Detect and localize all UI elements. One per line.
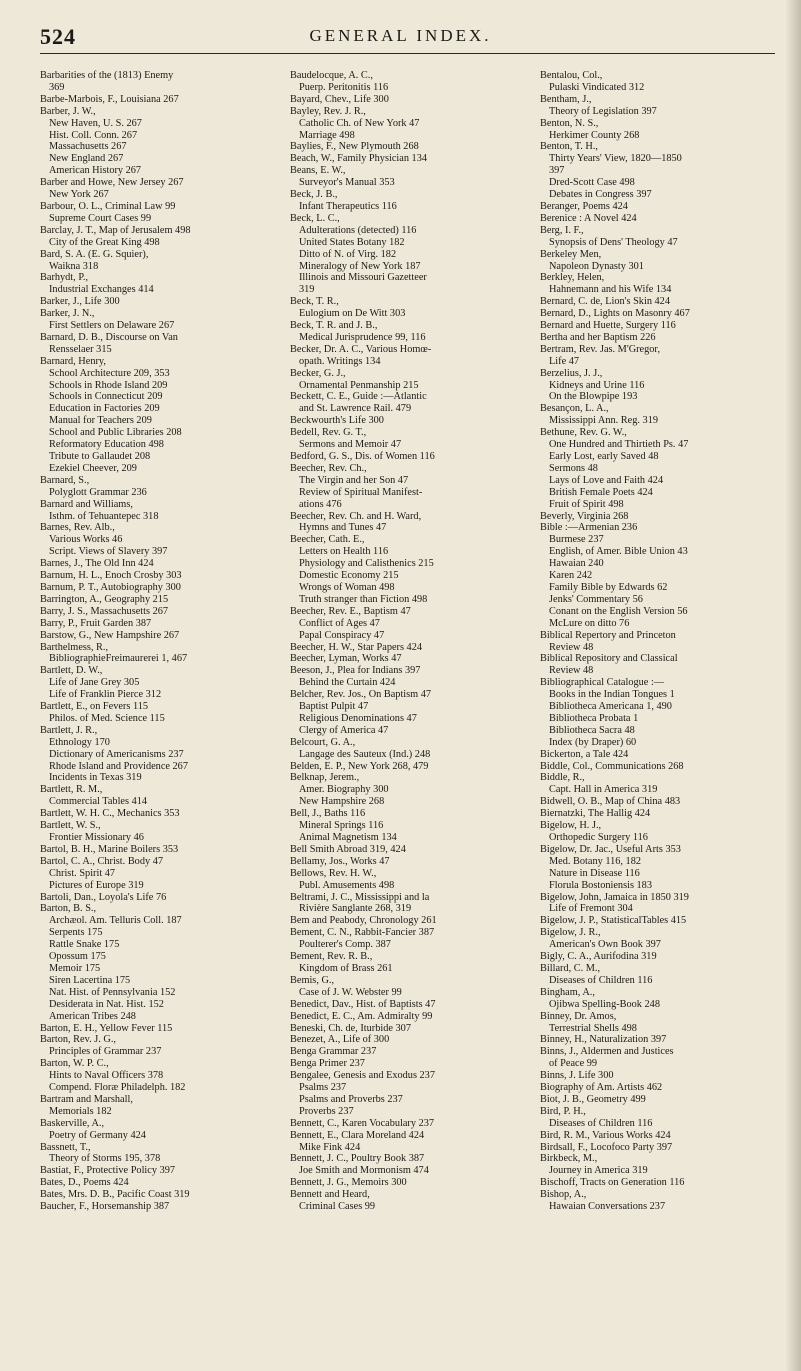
- index-subentry: Mississippi Ann. Reg. 319: [549, 415, 658, 427]
- index-entry: Berzelius, J. J.,: [540, 367, 603, 379]
- index-entry: Biblical Repository and Classical: [540, 653, 678, 665]
- index-subentry: Catholic Ch. of New York 47: [299, 117, 420, 129]
- index-subentry: Kingdom of Brass 261: [299, 962, 393, 974]
- index-subentry: Life of Jane Grey 305: [49, 677, 140, 689]
- index-subentry: Hist. Coll. Conn. 267: [49, 129, 138, 141]
- index-entry: Bickerton, a Tale 424: [540, 748, 629, 760]
- header-rule: [40, 53, 775, 54]
- index-column-1: [40, 70, 278, 1213]
- index-subentry: Archæol. Am. Telluris Coll. 187: [49, 915, 182, 927]
- index-entry: Beck, J. B.,: [290, 189, 338, 201]
- index-entry: Beverly, Virginia 268: [540, 510, 629, 522]
- index-subentry: Life 47: [549, 355, 580, 367]
- page-edge-shadow: [785, 0, 801, 1371]
- index-entry: Bard, S. A. (E. G. Squier),: [40, 248, 149, 260]
- index-subentry: Bibliotheca Americana 1, 490: [549, 701, 672, 713]
- index-entry: Bem and Peabody, Chronology 261: [290, 915, 437, 927]
- index-subentry: BibliographieFreimaurerei 1, 467: [49, 653, 188, 665]
- index-entry: Bartol, C. A., Christ. Body 47: [40, 855, 163, 867]
- index-entry: Bigelow, H. J.,: [540, 820, 602, 832]
- index-subentry: Serpents 175: [49, 927, 103, 939]
- index-entry: Beecher, Lyman, Works 47: [290, 653, 402, 665]
- index-subentry: Script. Views of Slavery 397: [49, 546, 168, 558]
- index-entry: Barrington, A., Geography 215: [40, 593, 169, 605]
- index-subentry: Ornamental Penmanship 215: [299, 379, 419, 391]
- index-entry: Bernard and Huette, Surgery 116: [540, 320, 676, 332]
- index-entry: Binney, H., Naturalization 397: [540, 1034, 667, 1046]
- index-subentry: Napoleon Dynasty 301: [549, 260, 644, 272]
- index-entry: Barbarities of the (1813) Enemy: [40, 70, 174, 81]
- index-subentry: Siren Lacertina 175: [49, 974, 131, 986]
- index-subentry: Ezekiel Cheever, 209: [49, 462, 137, 474]
- index-subentry: Joe Smith and Mormonism 474: [299, 1165, 429, 1177]
- index-entry: Barber, J. W.,: [40, 105, 96, 117]
- index-subentry: Reformatory Education 498: [49, 439, 164, 451]
- index-subentry: One Hundred and Thirtieth Ps. 47: [549, 439, 689, 451]
- index-entry: Bentham, J.,: [540, 93, 592, 105]
- index-subentry: Review 48: [549, 665, 594, 677]
- index-entry: Bernard, D., Lights on Masonry 467: [540, 308, 690, 320]
- index-subentry: Rattle Snake 175: [49, 939, 120, 951]
- index-subentry: Papal Conspiracy 47: [299, 629, 385, 641]
- index-entry: Biernatzki, The Hallig 424: [540, 808, 651, 820]
- index-subentry: Med. Botany 116, 182: [549, 855, 641, 867]
- index-subentry: Publ. Amusements 498: [299, 879, 395, 891]
- index-entry: Biot, J. B., Geometry 499: [540, 1093, 646, 1105]
- index-subentry: Mineralogy of New York 187: [299, 260, 421, 272]
- index-entry: Bentalou, Col.,: [540, 70, 603, 81]
- index-subentry: Journey in America 319: [549, 1165, 648, 1177]
- index-entry: Berkley, Helen,: [540, 272, 605, 284]
- index-entry: Beecher, Cath. E.,: [290, 534, 365, 546]
- index-entry: Barnum, H. L., Enoch Crosby 303: [40, 570, 182, 582]
- index-entry: Belcourt, G. A.,: [290, 736, 356, 748]
- index-subentry: Principles of Grammar 237: [49, 1046, 162, 1058]
- index-entry: Benga Primer 237: [290, 1058, 365, 1070]
- index-subentry: Incidents in Texas 319: [49, 772, 142, 784]
- index-entry: Barbe-Marbois, F., Louisiana 267: [40, 93, 179, 105]
- index-entry: Bibliographical Catalogue :—: [540, 677, 665, 689]
- index-subentry: Marriage 498: [299, 129, 355, 141]
- index-entry: Barker, J., Life 300: [40, 296, 120, 308]
- index-subentry: Langage des Sauteux (Ind.) 248: [299, 748, 431, 760]
- index-entry: Barclay, J. T., Map of Jerusalem 498: [40, 224, 191, 236]
- index-subentry: Hints to Naval Officers 378: [49, 1070, 164, 1082]
- index-subentry: Eulogium on De Witt 303: [299, 308, 406, 320]
- index-subentry: American Tribes 248: [49, 1010, 136, 1022]
- index-subentry: Pulaski Vindicated 312: [549, 81, 645, 93]
- index-subentry: Case of J. W. Webster 99: [299, 986, 402, 998]
- index-entry: Bishop, A.,: [540, 1189, 587, 1201]
- index-entry: Binney, Dr. Amos,: [540, 1010, 617, 1022]
- index-subentry: Criminal Cases 99: [299, 1201, 376, 1213]
- index-entry: Barber and Howe, New Jersey 267: [40, 177, 184, 189]
- index-subentry: Infant Therapeutics 116: [299, 200, 397, 212]
- index-entry: Beeson, J., Plea for Indians 397: [290, 665, 421, 677]
- index-entry: Beans, E. W.,: [290, 165, 346, 177]
- index-subentry: Wrongs of Woman 498: [299, 581, 395, 593]
- index-entry: Barthelmess, R.,: [40, 641, 109, 653]
- index-subentry: Debates in Congress 397: [549, 189, 652, 201]
- index-entry: Berg, I. F.,: [540, 224, 584, 236]
- index-subentry: Christ. Spirit 47: [49, 867, 116, 879]
- index-entry: Bertram, Rev. Jas. M'Gregor,: [540, 343, 661, 355]
- running-head: GENERAL INDEX.: [309, 26, 492, 45]
- index-subentry: Mineral Springs 116: [299, 820, 384, 832]
- index-subentry: Isthm. of Tehuantepec 318: [49, 510, 159, 522]
- index-subentry: Religious Denominations 47: [299, 712, 417, 724]
- index-subentry: Opossum 175: [49, 951, 106, 963]
- index-entry: Bartlett, R. M.,: [40, 784, 103, 796]
- index-entry: Becker, Dr. A. C., Various Homœ-: [290, 343, 432, 355]
- index-entry: Bertha and her Baptism 226: [540, 331, 656, 343]
- index-entry: Beck, L. C.,: [290, 212, 340, 224]
- index-entry: Belknap, Jerem.,: [290, 772, 360, 784]
- index-entry: Benton, T. H.,: [540, 141, 598, 153]
- index-subentry: Hawaian 240: [549, 558, 604, 570]
- index-entry: Benedict, E. C., Am. Admiralty 99: [290, 1010, 433, 1022]
- index-subentry: On the Blowpipe 193: [549, 391, 638, 403]
- index-entry: Beck, T. R. and J. B.,: [290, 320, 378, 332]
- index-subentry: Commercial Tables 414: [49, 796, 148, 808]
- index-entry: Bennett, J. C., Poultry Book 387: [290, 1153, 425, 1165]
- index-subentry: Animal Magnetism 134: [299, 832, 397, 843]
- index-entry: Bigelow, J. P., StatisticalTables 415: [540, 915, 687, 927]
- index-subentry: Compend. Floræ Philadelph. 182: [49, 1082, 186, 1094]
- index-subentry: Education in Factories 209: [49, 403, 160, 415]
- index-subentry: Nat. Hist. of Pennsylvania 152: [49, 986, 176, 998]
- index-entry: Bigelow, Dr. Jac., Useful Arts 353: [540, 843, 681, 855]
- index-entry: Bassnett, T.,: [40, 1141, 91, 1153]
- index-subentry: Adulterations (detected) 116: [299, 224, 417, 236]
- index-subentry: British Female Poets 424: [549, 486, 653, 498]
- index-entry: Beltrami, J. C., Mississippi and la: [290, 891, 430, 903]
- index-entry: Bernard, C. de, Lion's Skin 424: [540, 296, 670, 308]
- index-subentry: Life of Franklin Pierce 312: [49, 689, 162, 701]
- index-entry: Baylies, F., New Plymouth 268: [290, 141, 419, 153]
- index-subentry: Hymns and Tunes 47: [299, 522, 387, 534]
- index-entry: Bartoli, Dan., Loyola's Life 76: [40, 891, 167, 903]
- index-subentry: School and Public Libraries 208: [49, 427, 182, 439]
- index-entry: Beckwourth's Life 300: [290, 415, 384, 427]
- index-subentry: ations 476: [299, 498, 342, 510]
- index-entry: Berkeley Men,: [540, 248, 602, 260]
- index-entry: Bement, C. N., Rabbit-Fancier 387: [290, 927, 435, 939]
- index-subentry: English, of Amer. Bible Union 43: [549, 546, 688, 558]
- index-entry: Beranger, Poems 424: [540, 200, 628, 212]
- index-subentry: Orthopedic Surgery 116: [549, 832, 648, 843]
- index-subentry: United States Botany 182: [299, 236, 405, 248]
- index-subentry: Diseases of Children 116: [549, 974, 653, 986]
- index-subentry: Books in the Indian Tongues 1: [549, 689, 675, 701]
- index-entry: Beckett, C. E., Guide :—Atlantic: [290, 391, 427, 403]
- index-subentry: Frontier Missionary 46: [49, 832, 144, 843]
- index-entry: Benedict, Dav., Hist. of Baptists 47: [290, 998, 436, 1010]
- index-subentry: Poulterer's Comp. 387: [299, 939, 391, 951]
- index-entry: Barry, J. S., Massachusetts 267: [40, 605, 169, 617]
- index-entry: Barton, B. S.,: [40, 903, 97, 915]
- index-entry: Beneski, Ch. de, Iturbide 307: [290, 1022, 411, 1034]
- index-subentry: Index (by Draper) 60: [549, 736, 637, 748]
- index-subentry: and St. Lawrence Rail. 479: [299, 403, 412, 415]
- index-subentry: Mike Fink 424: [299, 1141, 361, 1153]
- index-subentry: Herkimer County 268: [549, 129, 640, 141]
- index-subentry: Physiology and Calisthenics 215: [299, 558, 434, 570]
- index-entry: Bastiat, F., Protective Policy 397: [40, 1165, 176, 1177]
- index-subentry: 369: [49, 81, 65, 93]
- index-entry: Bennett, C., Karen Vocabulary 237: [290, 1117, 435, 1129]
- index-entry: Bell, J., Baths 116: [290, 808, 366, 820]
- index-subentry: New Haven, U. S. 267: [49, 117, 142, 129]
- index-entry: Bennett, E., Clara Moreland 424: [290, 1129, 425, 1141]
- index-subentry: Sermons and Memoir 47: [299, 439, 402, 451]
- index-subentry: Ethnology 170: [49, 736, 110, 748]
- index-entry: Benga Grammar 237: [290, 1046, 377, 1058]
- index-subentry: Domestic Economy 215: [299, 570, 399, 582]
- index-subentry: American History 267: [49, 165, 142, 177]
- index-entry: Bennett, J. G., Memoirs 300: [290, 1177, 407, 1189]
- index-entry: Biblical Repertory and Princeton: [540, 629, 676, 641]
- index-entry: Bidwell, O. B., Map of China 483: [540, 796, 681, 808]
- index-subentry: Psalms 237: [299, 1082, 347, 1094]
- index-subentry: Various Works 46: [49, 534, 123, 546]
- index-subentry: City of the Great King 498: [49, 236, 160, 248]
- index-subentry: Ojibwa Spelling-Book 248: [549, 998, 660, 1010]
- index-entry: Bigly, C. A., Aurifodina 319: [540, 951, 657, 963]
- index-entry: Bartlett, W. S.,: [40, 820, 101, 832]
- index-entry: Birdsall, F., Locofoco Party 397: [540, 1141, 673, 1153]
- index-subentry: School Architecture 209, 353: [49, 367, 170, 379]
- index-subentry: Puerp. Peritonitis 116: [299, 81, 389, 93]
- index-entry: Barnard, D. B., Discourse on Van: [40, 331, 178, 343]
- index-subentry: Jenks' Commentary 56: [549, 593, 643, 605]
- index-entry: Belden, E. P., New York 268, 479: [290, 760, 429, 772]
- index-subentry: New York 267: [49, 189, 109, 201]
- index-entry: Bellamy, Jos., Works 47: [290, 855, 390, 867]
- index-subentry: Pictures of Europe 319: [49, 879, 144, 891]
- index-subentry: Sermons 48: [549, 462, 598, 474]
- index-subentry: Hahnemann and his Wife 134: [549, 284, 672, 296]
- index-subentry: New Hampshire 268: [299, 796, 385, 808]
- index-subentry: Amer. Biography 300: [299, 784, 389, 796]
- index-entry: Binns, J., Aldermen and Justices: [540, 1046, 674, 1058]
- index-entry: Bird, P. H.,: [540, 1105, 586, 1117]
- index-entry: Bennett and Heard,: [290, 1189, 370, 1201]
- index-subentry: Hawaian Conversations 237: [549, 1201, 666, 1213]
- index-subentry: Life of Fremont 304: [549, 903, 633, 915]
- index-entry: Bellows, Rev. H. W.,: [290, 867, 377, 879]
- index-subentry: Dictionary of Americanisms 237: [49, 748, 184, 760]
- index-entry: Barnes, J., The Old Inn 424: [40, 558, 154, 570]
- index-entry: Billard, C. M.,: [540, 962, 601, 974]
- index-entry: Beecher, Rev. Ch. and H. Ward,: [290, 510, 422, 522]
- index-subentry: Family Bible by Edwards 62: [549, 581, 668, 593]
- index-entry: Birkbeck, M.,: [540, 1153, 598, 1165]
- index-entry: Barbour, O. L., Criminal Law 99: [40, 200, 176, 212]
- index-subentry: Nature in Disease 116: [549, 867, 640, 879]
- index-subentry: Dred-Scott Case 498: [549, 177, 635, 189]
- index-entry: Bartol, B. H., Marine Boilers 353: [40, 843, 179, 855]
- index-entry: Barry, P., Fruit Garden 387: [40, 617, 152, 629]
- index-subentry: Proverbs 237: [299, 1105, 354, 1117]
- index-subentry: Massachusetts 267: [49, 141, 127, 153]
- index-subentry: Tribute to Gallaudet 208: [49, 451, 151, 462]
- index-entry: Bigelow, John, Jamaica in 1850 319: [540, 891, 689, 903]
- index-entry: Barstow, G., New Hampshire 267: [40, 629, 180, 641]
- index-entry: Barton, Rev. J. G.,: [40, 1034, 116, 1046]
- index-subentry: Conant on the English Version 56: [549, 605, 688, 617]
- index-subentry: Poetry of Germany 424: [49, 1129, 146, 1141]
- index-subentry: McLure on ditto 76: [549, 617, 630, 629]
- index-entry: Bethune, Rev. G. W.,: [540, 427, 627, 439]
- index-subentry: Early Lost, early Saved 48: [549, 451, 659, 462]
- index-subentry: First Settlers on Delaware 267: [49, 320, 175, 332]
- index-entry: Biography of Am. Artists 462: [540, 1082, 663, 1094]
- index-entry: Bell Smith Abroad 319, 424: [290, 843, 406, 855]
- index-subentry: Waikna 318: [49, 260, 99, 272]
- index-subentry: Diseases of Children 116: [549, 1117, 653, 1129]
- index-subentry: Schools in Rhode Island 209: [49, 379, 168, 391]
- index-subentry: Rivière Sanglante 268, 319: [299, 903, 412, 915]
- index-subentry: Behind the Curtain 424: [299, 677, 396, 689]
- index-entry: Bible :—Armenian 236: [540, 522, 638, 534]
- index-entry: Barnard, Henry,: [40, 355, 106, 367]
- index-subentry: Supreme Court Cases 99: [49, 212, 152, 224]
- index-column-2: [290, 70, 528, 1213]
- index-entry: Barnard, S.,: [40, 474, 90, 486]
- index-subentry: Thirty Years' View, 1820—1850: [549, 153, 682, 165]
- index-entry: Beecher, Rev. E., Baptism 47: [290, 605, 411, 617]
- index-subentry: American's Own Book 397: [549, 939, 661, 951]
- index-subentry: New England 267: [49, 153, 124, 165]
- index-subentry: 319: [299, 284, 315, 296]
- index-subentry: Capt. Hall in America 319: [549, 784, 658, 796]
- index-subentry: Florula Bostoniensis 183: [549, 879, 652, 891]
- index-subentry: Letters on Health 116: [299, 546, 389, 558]
- index-subentry: Review of Spiritual Manifest-: [299, 486, 423, 498]
- index-entry: Bedell, Rev. G. T.,: [290, 427, 367, 439]
- index-entry: Barton, W. P. C.,: [40, 1058, 109, 1070]
- index-entry: Bates, Mrs. D. B., Pacific Coast 319: [40, 1189, 190, 1201]
- index-entry: Beecher, Rev. Ch.,: [290, 462, 367, 474]
- index-subentry: Terrestrial Shells 498: [549, 1022, 637, 1034]
- index-subentry: Medical Jurisprudence 99, 116: [299, 331, 426, 343]
- index-subentry: Schools in Connecticut 209: [49, 391, 163, 403]
- index-subentry: Clergy of America 47: [299, 724, 389, 736]
- index-subentry: Memorials 182: [49, 1105, 112, 1117]
- index-subentry: Bibliotheca Probata 1: [549, 712, 639, 724]
- index-subentry: Rhode Island and Providence 267: [49, 760, 188, 772]
- index-entry: Benton, N. S.,: [540, 117, 599, 129]
- index-entry: Bartram and Marshall,: [40, 1093, 133, 1105]
- index-entry: Bates, D., Poems 424: [40, 1177, 129, 1189]
- index-subentry: Ditto of N. of Virg. 182: [299, 248, 397, 260]
- index-entry: Bengalee, Genesis and Exodus 237: [290, 1070, 435, 1082]
- index-subentry: Industrial Exchanges 414: [49, 284, 154, 296]
- index-subentry: Review 48: [549, 641, 594, 653]
- index-entry: Bartlett, D. W.,: [40, 665, 103, 677]
- index-entry: Barnes, Rev. Alb.,: [40, 522, 115, 534]
- index-entry: Belcher, Rev. Jos., On Baptism 47: [290, 689, 432, 701]
- index-subentry: Fruit of Spirit 498: [549, 498, 624, 510]
- index-entry: Binns, J. Life 300: [540, 1070, 614, 1082]
- index-subentry: Surveyor's Manual 353: [299, 177, 395, 189]
- index-entry: Bartlett, W. H. C., Mechanics 353: [40, 808, 180, 820]
- index-entry: Baucher, F., Horsemanship 387: [40, 1201, 170, 1213]
- index-column-3: [540, 70, 778, 1213]
- index-subentry: 397: [549, 165, 565, 177]
- index-columns: [40, 70, 780, 1360]
- index-subentry: The Virgin and her Son 47: [299, 474, 409, 486]
- index-entry: Berenice : A Novel 424: [540, 212, 637, 224]
- index-entry: Bird, R. M., Various Works 424: [540, 1129, 671, 1141]
- index-subentry: Burmese 237: [549, 534, 604, 546]
- index-entry: Barker, J. N.,: [40, 308, 95, 320]
- index-entry: Becker, G. J.,: [290, 367, 346, 379]
- index-entry: Bigelow, J. R.,: [540, 927, 601, 939]
- index-subentry: Conflict of Ages 47: [299, 617, 380, 629]
- index-subentry: opath. Writings 134: [299, 355, 381, 367]
- index-entry: Barhydt, P.,: [40, 272, 89, 284]
- index-subentry: Synopsis of Dens' Theology 47: [549, 236, 678, 248]
- index-entry: Bartlett, J. R.,: [40, 724, 98, 736]
- index-subentry: Rensselaer 315: [49, 343, 112, 355]
- index-entry: Barnum, P. T., Autobiography 300: [40, 581, 181, 593]
- index-entry: Barton, E. H., Yellow Fever 115: [40, 1022, 173, 1034]
- index-subentry: of Peace 99: [549, 1058, 598, 1070]
- index-entry: Beecher, H. W., Star Papers 424: [290, 641, 422, 653]
- index-entry: Baskerville, A.,: [40, 1117, 105, 1129]
- index-subentry: Manual for Teachers 209: [49, 415, 152, 427]
- index-subentry: Philos. of Med. Science 115: [49, 712, 165, 724]
- index-entry: Bischoff, Tracts on Generation 116: [540, 1177, 685, 1189]
- index-entry: Barnard and Williams,: [40, 498, 133, 510]
- index-entry: Beck, T. R.,: [290, 296, 339, 308]
- index-subentry: Memoir 175: [49, 962, 101, 974]
- index-subentry: Truth stranger than Fiction 498: [299, 593, 428, 605]
- index-entry: Bingham, A.,: [540, 986, 595, 998]
- index-entry: Biddle, Col., Communications 268: [540, 760, 684, 772]
- index-entry: Beach, W., Family Physician 134: [290, 153, 427, 165]
- index-subentry: Illinois and Missouri Gazetteer: [299, 272, 427, 284]
- index-subentry: Polyglott Grammar 236: [49, 486, 147, 498]
- index-entry: Bemis, G.,: [290, 974, 335, 986]
- index-entry: Benezet, A., Life of 300: [290, 1034, 390, 1046]
- index-subentry: Kidneys and Urine 116: [549, 379, 645, 391]
- index-entry: Bartlett, E., on Fevers 115: [40, 701, 149, 713]
- index-entry: Biddle, R.,: [540, 772, 585, 784]
- index-subentry: Lays of Love and Faith 424: [549, 474, 664, 486]
- index-entry: Besançon, L. A.,: [540, 403, 609, 415]
- index-subentry: Baptist Pulpit 47: [299, 701, 369, 713]
- index-subentry: Bibliotheca Sacra 48: [549, 724, 635, 736]
- index-subentry: Desiderata in Nat. Hist. 152: [49, 998, 164, 1010]
- index-entry: Bedford, G. S., Dis. of Women 116: [290, 451, 435, 462]
- index-entry: Bayley, Rev. J. R.,: [290, 105, 366, 117]
- index-subentry: Psalms and Proverbs 237: [299, 1093, 403, 1105]
- index-entry: Bement, Rev. R. B.,: [290, 951, 373, 963]
- index-subentry: Karen 242: [549, 570, 593, 582]
- index-entry: Bayard, Chev., Life 300: [290, 93, 389, 105]
- page-number: 524: [40, 24, 76, 49]
- index-entry: Baudelocque, A. C.,: [290, 70, 373, 81]
- index-subentry: Theory of Legislation 397: [549, 105, 657, 117]
- index-subentry: Theory of Storms 195, 378: [49, 1153, 161, 1165]
